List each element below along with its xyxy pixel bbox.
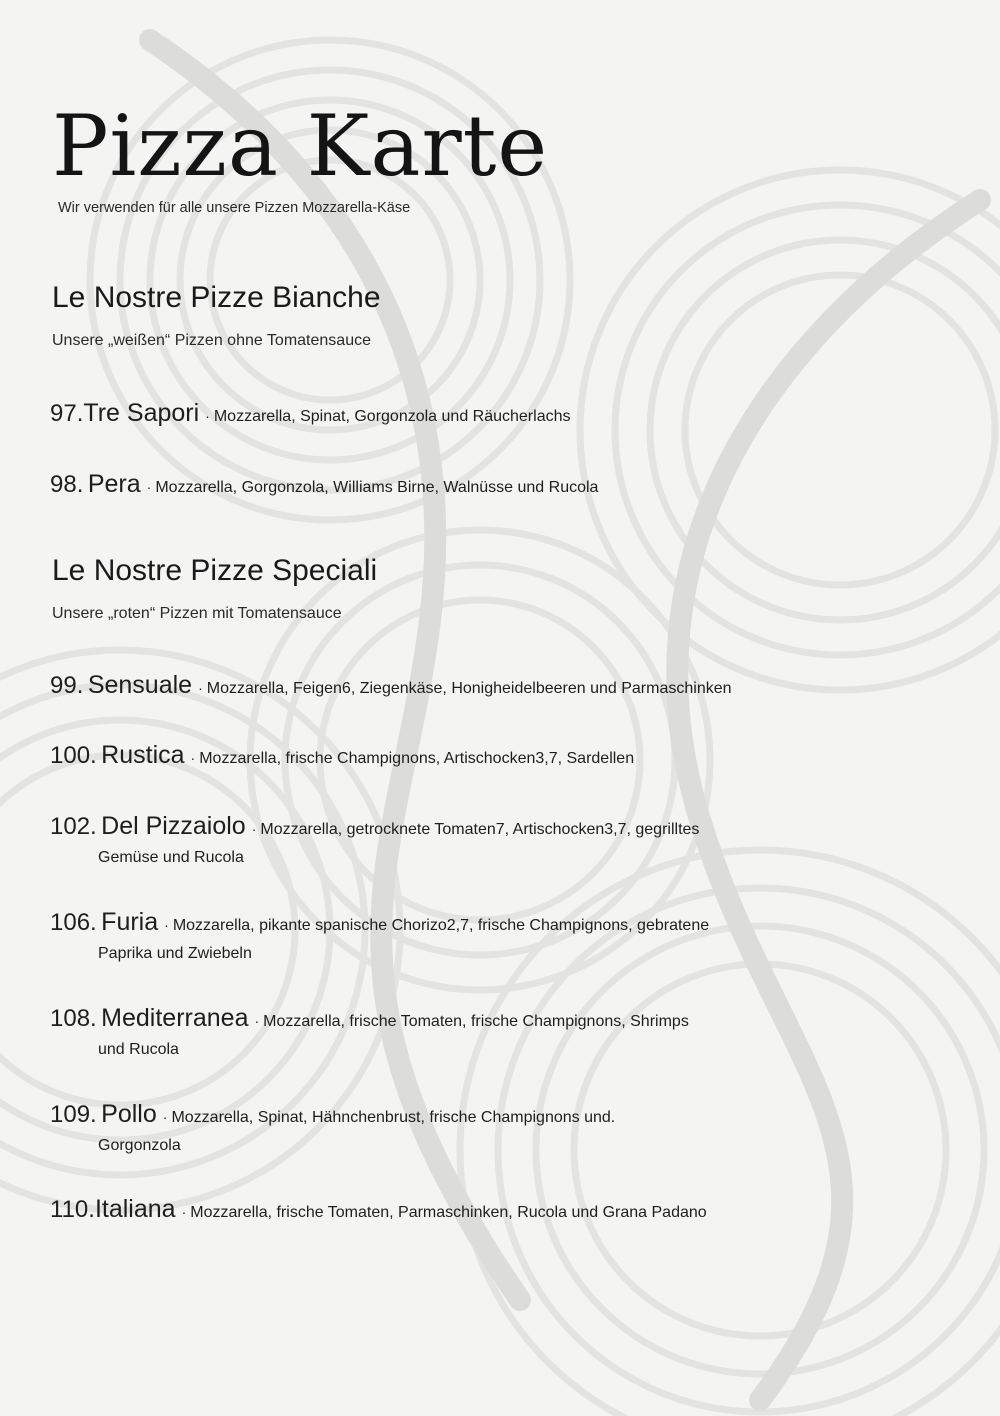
item-description-continuation: Gemüse und Rucola (98, 849, 244, 866)
item-number: 106. (50, 909, 97, 936)
menu-item (50, 1098, 810, 1158)
item-name: Tre Sapori (83, 399, 200, 427)
item-number: 102. (50, 813, 97, 840)
item-separator: · (162, 1109, 168, 1125)
menu-item (50, 669, 810, 705)
item-description-continuation: Paprika und Zwiebeln (98, 945, 252, 962)
item-name: Pera (87, 470, 141, 498)
item-description: Mozzarella, Spinat, Hähnchenbrust, frische Champignons und. (171, 1109, 616, 1126)
item-description: Mozzarella, frische Champignons, Artischocken3,7, Sardellen (199, 750, 635, 767)
item-number: 97. (50, 400, 84, 427)
item-separator: · (190, 750, 196, 766)
item-separator: · (205, 408, 210, 424)
section-description-bianche: Unsere „weißen“ Pizzen ohne Tomatensauce (52, 332, 371, 349)
section-heading-speciali: Le Nostre Pizze Speciali (52, 554, 378, 587)
item-description: Mozzarella, frische Tomaten, frische Champignons, Shrimps (263, 1013, 689, 1030)
item-separator: · (164, 917, 169, 933)
item-separator: · (181, 1204, 187, 1220)
menu-item (50, 810, 810, 870)
item-description: Mozzarella, Feigen6, Ziegenkäse, Honigheidelbeeren und Parmaschinken (206, 680, 732, 697)
item-name: Pollo (101, 1100, 157, 1128)
menu-item (50, 906, 810, 966)
menu-item (50, 397, 810, 433)
item-number: 99. (50, 672, 84, 699)
page-title: Pizza Karte (52, 97, 549, 195)
item-description: Mozzarella, Spinat, Gorgonzola und Räucherlachs (213, 408, 571, 425)
item-number: 98. (50, 471, 84, 498)
item-number: 108. (50, 1005, 97, 1032)
item-name: Del Pizzaiolo (101, 812, 246, 840)
item-separator: · (198, 680, 203, 696)
item-number: 100. (50, 742, 97, 769)
item-separator: · (254, 1013, 260, 1029)
menu-item (50, 1002, 810, 1062)
item-number: 110. (50, 1196, 95, 1223)
item-name: Furia (101, 908, 159, 936)
item-description: Mozzarella, pikante spanische Chorizo2,7, frische Champignons, gebratene (172, 917, 710, 934)
menu-item (50, 1193, 810, 1229)
page-subtitle: Wir verwenden für alle unsere Pizzen Mozzarella-Käse (58, 200, 411, 216)
item-name: Italiana (94, 1195, 176, 1223)
item-description-continuation: und Rucola (98, 1041, 179, 1058)
menu-item (50, 468, 810, 504)
item-name: Rustica (101, 741, 185, 769)
item-description-continuation: Gorgonzola (98, 1137, 181, 1154)
item-separator: · (146, 479, 152, 495)
item-number: 109. (50, 1101, 97, 1128)
item-description: Mozzarella, Gorgonzola, Williams Birne, Walnüsse und Rucola (155, 479, 599, 496)
section-heading-bianche: Le Nostre Pizze Bianche (52, 281, 381, 314)
item-name: Sensuale (87, 671, 193, 699)
menu-item (50, 739, 810, 775)
section-description-speciali: Unsere „roten“ Pizzen mit Tomatensauce (52, 605, 342, 622)
item-description: Mozzarella, getrocknete Tomaten7, Artischocken3,7, gegrilltes (260, 821, 700, 838)
item-separator: · (251, 821, 257, 837)
item-description: Mozzarella, frische Tomaten, Parmaschinken, Rucola und Grana Padano (190, 1204, 707, 1221)
item-name: Mediterranea (101, 1004, 249, 1032)
